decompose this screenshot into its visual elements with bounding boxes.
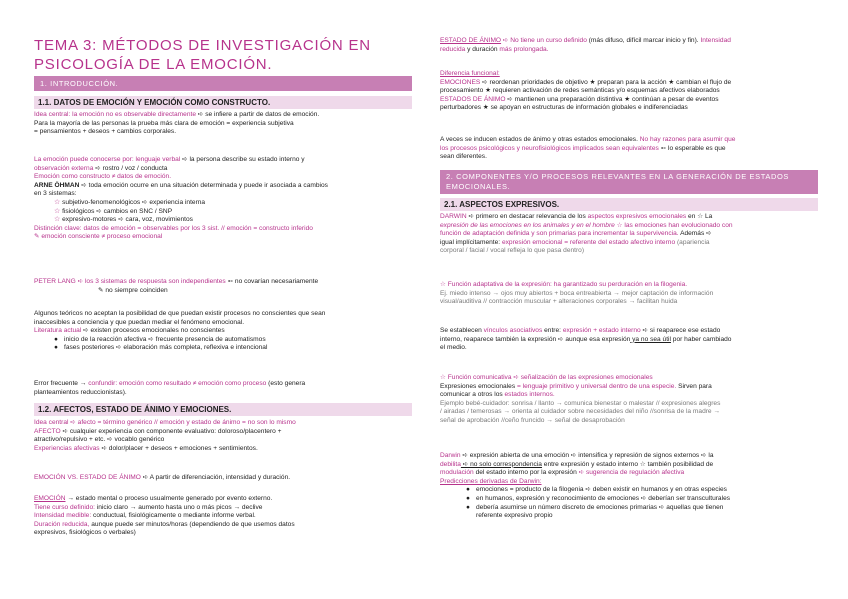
- term-idea-central: Idea central: la emoción no es observable directamente: [34, 111, 197, 118]
- text: conductual, fisiológicamente o mediante informe verbal.: [91, 512, 256, 520]
- text: (más difuso, difícil marcar inicio y fin).: [586, 37, 701, 44]
- text: los procesos psicológicos y neurofisiológicos implicados sean equivalentes: [440, 144, 659, 152]
- bullet-icon: ●: [466, 494, 470, 502]
- list-item: referente expresivo propio: [476, 512, 553, 520]
- text: Sirven para: [676, 382, 712, 390]
- text: Distinción clave: datos de emoción = observables por los 3 sist. // emoción = constructo inferido: [34, 224, 313, 232]
- text: expresión emocional = referente del estado afectivo interno: [500, 238, 676, 246]
- page-title: TEMA 3: MÉTODOS DE INVESTIGACIÓN EN PSICOLOGÍA DE LA EMOCIÓN.: [34, 37, 371, 73]
- text: Idea central: [34, 419, 69, 426]
- text: (apariencia: [675, 238, 710, 246]
- text: procesamiento ★ requieren activación de redes semánticas y/o esquemas afectivos elaborados: [440, 87, 720, 95]
- term-emocion: EMOCIÓN: [34, 495, 66, 502]
- text: en 3 sistemas:: [34, 190, 77, 198]
- text: ➳ lo esperable es que: [658, 144, 726, 152]
- book-title: expresión de las emociones en los animales y en el hombre: [440, 221, 615, 229]
- text: entre expresión y estado interno ☆ también posibilidad de: [541, 460, 714, 468]
- text: Ejemplo bebé-cuidador: sonrisa / llanto → comunica bienestar o malestar // expresiones alegres: [440, 399, 721, 407]
- text: ➪ toda emoción ocurre en una situación determinada y puede ir asociada a cambios: [79, 181, 328, 189]
- text: expresivos, fisiológicos o verbales): [34, 529, 136, 537]
- paragraph-diferencia-funcional: [440, 70, 818, 113]
- author-darwin: DARWIN: [440, 213, 467, 220]
- paragraph-darwin-modulacion: [440, 452, 818, 521]
- paragraph-funcion-comunicativa: [440, 374, 818, 426]
- star-icon: ☆: [54, 216, 61, 224]
- text: ➪ no solo correspondencia: [460, 460, 542, 468]
- text: por haber cambiado: [670, 335, 732, 343]
- text: (esto genera: [266, 380, 306, 387]
- heading-funcion-adaptativa: ☆ Función adaptativa de la expresión: ha garantizado su perduración en la filogenia.: [440, 281, 688, 288]
- text: ➪ existen procesos emocionales no conscientes: [81, 327, 225, 335]
- text: modulación: [440, 469, 474, 477]
- text: ☆ las emociones han evolucionado con: [614, 221, 733, 229]
- subsection-aspectos-expresivos: 2.1. ASPECTOS EXPRESIVOS.: [440, 198, 818, 211]
- text: estados internos.: [502, 391, 555, 399]
- text: comunicar a otros los: [440, 391, 503, 399]
- text: ➪ los 3 sistemas de respuesta son independientes: [75, 278, 226, 285]
- list-item: subjetivo-fenomenológicos ➪ experiencia interna: [62, 198, 206, 206]
- paragraph-estado-animo: [440, 37, 818, 54]
- text: Ej. miedo intenso → ojos muy abiertos + boca entreabierta → mejor captación de información: [440, 289, 714, 297]
- paragraph-inducen-estados: [440, 136, 818, 162]
- text: Emoción como constructo ≠ datos de emoción.: [34, 173, 172, 181]
- text: Experiencias afectivas: [34, 444, 100, 452]
- text: debilita: [440, 460, 461, 468]
- text: en ☆ La: [686, 213, 713, 220]
- text: ➪ No tiene un curso definido: [501, 37, 587, 44]
- text: interno, reaparece también la expresión: [440, 335, 557, 343]
- text: más prolongada.: [497, 45, 549, 53]
- paragraph-vinculos: [440, 327, 818, 353]
- text: Se establecen: [440, 327, 482, 334]
- author-lang: PETER LANG: [34, 278, 76, 285]
- section-band-componentes: 2. COMPONENTES Y/O PROCESOS RELEVANTES EN LA GENERACIÓN DE ESTADOS EMOCIONALES.: [440, 170, 818, 194]
- text: ➪ sugerencia de regulación afectiva: [576, 469, 685, 477]
- text: y duración: [465, 45, 498, 53]
- text: atractivo/repulsivo + etc. ➪ vocablo genérico: [34, 436, 165, 444]
- text: / airadas / temerosas → orienta al cuidador sobre necesidades del niño //sonrisa de la madre →: [440, 408, 721, 416]
- paragraph-conocer-emocion: [34, 156, 412, 242]
- term-estado-animo: ESTADO DE ÁNIMO: [440, 37, 502, 44]
- text: confundir: emoción como resultado ≠ emoción como proceso: [86, 380, 267, 387]
- heading-funcion-comunicativa: ☆ Función comunicativa ➪ señalización de las expresiones emocionales: [440, 374, 653, 381]
- text: ➪ A partir de diferenciación, intensidad y duración.: [140, 474, 291, 481]
- text: expresión + estado interno: [560, 327, 641, 334]
- text: ➪ afecto = término genérico // emoción y estado de ánimo = no son lo mismo: [68, 419, 296, 426]
- star-icon: ☆: [54, 198, 61, 206]
- term-estados-animo: ESTADOS DE ÁNIMO: [440, 95, 506, 103]
- author-darwin: Darwin: [440, 452, 461, 459]
- term-afecto: AFECTO: [34, 427, 61, 435]
- list-item: en humanos, expresión y reconocimiento de emociones ➪ deberían ser transculturales: [476, 494, 731, 502]
- term-emocion-vs-animo: EMOCIÓN VS. ESTADO DE ÁNIMO: [34, 474, 141, 481]
- term-emociones: EMOCIONES: [440, 78, 481, 86]
- text: ✎ emoción consciente ≠ proceso emocional: [34, 233, 163, 241]
- paragraph-emocion: [34, 495, 412, 538]
- text: corporal / facial / vocal refleja lo que pasa dentro): [440, 247, 585, 255]
- text: No hay razones para asumir que: [637, 136, 736, 143]
- text: vínculos asociativos: [481, 327, 543, 334]
- list-item: expresivo-motores ➪ cara, voz, movimientos: [62, 216, 193, 224]
- term-observacion-externa: observación externa: [34, 164, 94, 172]
- text: reducida: [440, 45, 466, 53]
- paragraph-funcion-adaptativa: [440, 281, 818, 307]
- text: señal de aprobación //ceño fruncido → señal de desaprobación: [440, 416, 625, 424]
- bullet-icon: ●: [54, 344, 58, 352]
- list-item: debería asumirse un número discreto de emociones primarias ➪ aquellas que tienen: [476, 503, 724, 511]
- text: Duración reducida,: [34, 520, 90, 528]
- text: visual/auditiva // contracción muscular + alteraciones corporales → facilitan huida: [440, 298, 678, 306]
- star-icon: ☆: [54, 207, 61, 215]
- text: ✎ no siempre coinciden: [98, 286, 168, 294]
- text: ➪ si reaparece ese estado: [640, 327, 721, 334]
- author-ohman: ARNE ÖHMAN: [34, 181, 80, 189]
- text: = lenguaje primitivo y universal dentro de una especie.: [515, 382, 677, 390]
- subsection-afectos: 1.2. AFECTOS, ESTADO DE ÁNIMO Y EMOCIONES.: [34, 403, 412, 416]
- text: Intensidad medible:: [34, 512, 92, 520]
- text: inicio claro → aumento hasta uno o más picos → declive: [94, 503, 263, 511]
- text: aspectos expresivos emocionales: [585, 213, 687, 220]
- text: inaccesibles a conciencia y que puedan mediar el fenómeno emocional.: [34, 318, 245, 326]
- text: A veces se inducen estados de ánimo y otras estados emocionales.: [440, 136, 638, 143]
- text: entre:: [542, 327, 561, 334]
- text: ➪ primero en destacar relevancia de los: [466, 213, 586, 220]
- text: ➳ no covarían necesariamente: [225, 278, 319, 285]
- heading-predicciones: Predicciones derivadas de Darwin:: [440, 477, 542, 485]
- text: ➪ expresión abierta de una emoción ➪ intensifica y represión de signos externos ➪ la: [460, 452, 714, 459]
- text: → estado mental o proceso usualmente generado por evento externo.: [65, 495, 273, 502]
- section-band-introduccion: 1. INTRODUCCIÓN.: [34, 76, 412, 91]
- list-item: fisiológicos ➪ cambios en SNC / SNP: [62, 207, 173, 215]
- bullet-icon: ●: [466, 503, 470, 511]
- paragraph-emocion-vs-animo: [34, 474, 412, 483]
- text: ➪ la persona describe su estado interno y: [180, 156, 305, 163]
- list-item: fases posteriores ➪ elaboración más completa, reflexiva e intencional: [64, 344, 268, 352]
- text: ➪ mantienen una preparación distintiva ★ continúan a pesar de eventos: [505, 95, 719, 103]
- text: Tiene curso definido:: [34, 503, 95, 511]
- text: ➪ cualquier experiencia con componente evaluativo: doloroso/placentero +: [60, 427, 282, 435]
- text: Intensidad: [700, 37, 731, 44]
- text: Algunos teóricos no aceptan la posibilidad de que puedan existir procesos no conscientes que sean: [34, 310, 326, 317]
- text: perturbadores ★ se apoyan en estructuras de información globales e indiferenciadas: [440, 104, 688, 112]
- term-lenguaje-verbal: La emoción puede conocerse por: lenguaje verbal: [34, 156, 181, 163]
- paragraph-darwin: [440, 213, 818, 256]
- text: ➪ se infiere a partir de datos de emoción.: [196, 111, 320, 118]
- paragraph-idea-central: [34, 111, 412, 137]
- bullet-icon: ●: [466, 486, 470, 494]
- text: igual implícitamente:: [440, 238, 501, 246]
- paragraph-lang: [34, 278, 412, 295]
- paragraph-error-frecuente: [34, 380, 412, 397]
- paragraph-afecto: [34, 419, 412, 453]
- text: Para la mayoría de las personas la prueba más clara de emoción = experiencia subjetiva: [34, 119, 294, 127]
- list-item: inicio de la reacción afectiva ➪ frecuente presencia de automatismos: [64, 335, 266, 343]
- text: sean diferentes.: [440, 153, 487, 161]
- text: ➪ aunque esa expresión: [556, 335, 631, 343]
- text: planteamientos reduccionistas).: [34, 388, 127, 396]
- text: ➪ reordenan prioridades de objetivo ★ preparan para la acción ★ cambian el flujo de: [480, 78, 732, 86]
- text: Además ➪: [678, 230, 712, 238]
- text: = pensamientos + deseos + cambios corporales.: [34, 128, 177, 136]
- text: del estado interno por la expresión: [473, 469, 577, 477]
- bullet-icon: ●: [54, 335, 58, 343]
- text: ya no sea útil: [630, 335, 671, 343]
- text: Error frecuente →: [34, 380, 87, 387]
- paragraph-procesos-no-conscientes: [34, 310, 412, 353]
- text: Expresiones emocionales: [440, 382, 516, 390]
- term-literatura-actual: Literatura actual: [34, 327, 82, 335]
- list-item: emociones = producto de la filogenia ➪ deben existir en humanos y en otras especies: [476, 486, 727, 494]
- text: ➪ dolor/placer + deseos + emociones + sentimientos.: [99, 444, 258, 452]
- subsection-datos-emocion: 1.1. DATOS DE EMOCIÓN Y EMOCIÓN COMO CONSTRUCTO.: [34, 96, 412, 109]
- term-diferencia-funcional: Diferencia funcional:: [440, 70, 500, 77]
- text: el medio.: [440, 344, 467, 352]
- text: aunque puede ser minutos/horas (dependiendo de que usemos datos: [89, 520, 295, 528]
- text: ➪ rostro / voz / conducta: [93, 164, 168, 172]
- text: función de adaptación definida y son primarias para incrementar la supervivencia.: [440, 230, 679, 238]
